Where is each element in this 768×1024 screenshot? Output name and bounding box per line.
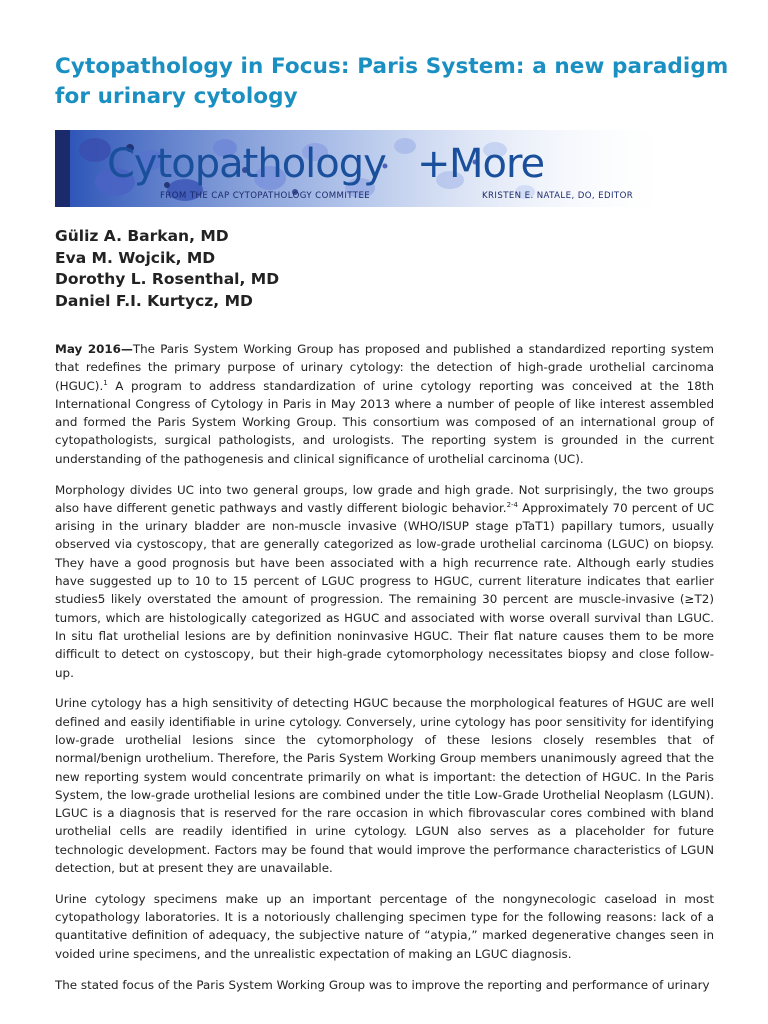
author-name: Güliz A. Barkan, MD <box>55 227 229 245</box>
banner-wordmark-plus: + <box>417 141 451 187</box>
article-body <box>55 340 714 1006</box>
banner-wordmark-right: More <box>449 141 545 187</box>
banner-wordmark-left: Cytopathology <box>107 141 386 187</box>
paragraph-focus: The stated focus of the Paris System Working Group was to improve the reporting and performance of urinary <box>55 977 710 992</box>
author-name: Daniel F.I. Kurtycz, MD <box>55 291 253 310</box>
paragraph-intro: May 2016—The Paris System Working Group has proposed and published a standardized reporting system that redefines the primary purpose of urinary cytology: the detection of high-grade urothelial carcinoma (HGUC).$^1$ A program to address standardization of urine cytology reporting was conceived at the 18th International Congress of Cytology in Paris in May 2013 where a number of people of like interest assembled and formed the Paris System Working Group. This consortium was composed of an international group of cytopathologists, surgical pathologists, and urologists. The reporting system is grounded in the current understanding of the pathogenesis and clinical significance of urothelial carcinoma (UC). <box>55 342 714 466</box>
author-name: Dorothy L. Rosenthal, MD <box>55 270 280 288</box>
cytopathology-more-banner <box>55 130 676 207</box>
paragraph-specimens: Urine cytology specimens make up an important percentage of the nongynecologic caseload in most cytopathology laboratories. It is a notoriously challenging specimen type for the following reasons: lack of a quantitative definition of adequacy, the subjective nature of “atypia,” marked degenerative changes seen in voided urine specimens, and the unrealistic expectation of making an LGUC diagnosis. <box>55 891 714 961</box>
footnote-ref: 1 <box>103 378 108 387</box>
dateline: May 2016— <box>55 342 133 356</box>
author-name: Eva M. Wojcik, MD <box>55 248 216 267</box>
paragraph-sensitivity: Urine cytology has a high sensitivity of detecting HGUC because the morphological features of HGUC are well defined and easily identifiable in urine cytology. Conversely, urine cytology has poor sensitivity for identifying low-grade urothelial lesions since the cytomorphology of these lesions closely resembles that of normal/benign urothelium. Therefore, the Paris System Working Group members unanimously agreed that the new reporting system would concentrate primarily on what is important: the detection of HGUC. In the Paris System, the low-grade urothelial lesions are combined under the title Low-Grade Urothelial Neoplasm (LGUN). LGUC is a diagnosis that is reserved for the rare occasion in which fibrovascular cores combined with bland urothelial cells are readily identified in urine cytology. LGUN also serves as a placeholder for future technologic development. Factors may be found that would improve the performance characteristics of LGUN detection, but at present they are unavailable. <box>55 696 714 876</box>
banner-subtitle-left: FROM THE CAP CYTOPATHOLOGY COMMITTEE <box>160 191 371 201</box>
footnote-ref: 2-4 <box>506 500 519 509</box>
banner-sidebar-stripe <box>55 130 70 207</box>
paragraph-morphology: Morphology divides UC into two general groups, low grade and high grade. Not surprisingly, the two groups also have different genetic pathways and vastly different biologic behavior.$^{2-4}$ Approximately 70 percent of UC arising in the urinary bladder are non-muscle invasive (WHO/ISUP stage pTaT1) papillary tumors, usually observed via cystoscopy, that are generally categorized as low-grade urothelial carcinoma (LGUC) on biopsy. They have a good prognosis but have been associated with a high recurrence rate. Although early studies have suggested up to 10 to 15 percent of LGUC progress to HGUC, current literature indicates that earlier studies5 likely overstated the amount of progression. The remaining 30 percent are muscle-invasive (≥T2) tumors, which are histologically categorized as HGUC and associated with worse overall survival than LGUC. In situ flat urothelial lesions are by definition noninvasive HGUC. Their flat nature causes them to be more difficult to detect on cystoscopy, but their high-grade cytomorphology necessitates biopsy and close follow-up. <box>55 482 714 680</box>
article-title: Cytopathology in Focus: Paris System: a new paradigm for urinary cytology <box>55 54 729 109</box>
banner-subtitle-right: KRISTEN E. NATALE, DO, EDITOR <box>482 191 634 201</box>
author-list <box>55 226 279 312</box>
banner-image <box>55 130 676 207</box>
